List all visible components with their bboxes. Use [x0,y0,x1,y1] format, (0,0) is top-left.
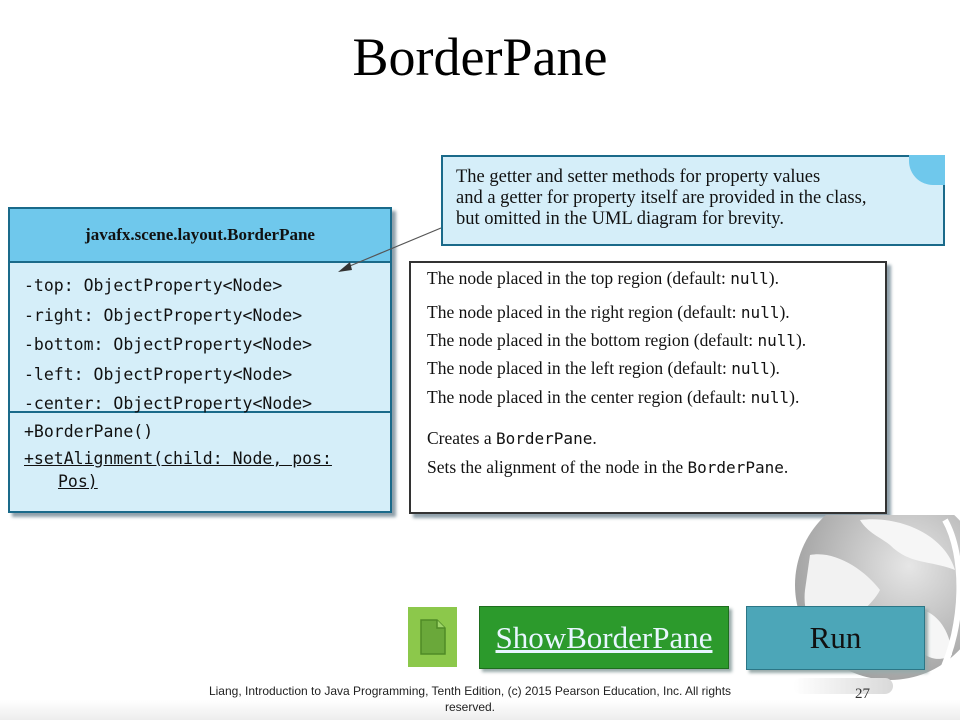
desc-top: The node placed in the top region (default: null). [427,268,779,288]
note-line: but omitted in the UML diagram for brevity. [456,209,784,229]
note-text [456,167,926,230]
run-button[interactable]: Run [746,606,925,670]
footer-copyright: Liang, Introduction to Java Programming, Tenth Edition, (c) 2015 Pearson Education, Inc. All rights reserved. [208,684,732,714]
uml-operation-static-cont: Pos) [58,471,98,491]
desc-left: The node placed in the left region (default: null). [427,358,780,378]
uml-attribute: -right: ObjectProperty<Node> [24,305,303,325]
desc-constructor: Creates a BorderPane. [427,428,597,448]
page-number: 27 [855,686,870,702]
desc-bottom: The node placed in the bottom region (default: null). [427,330,807,350]
uml-attribute: -center: ObjectProperty<Node> [24,394,313,413]
uml-attribute: -bottom: ObjectProperty<Node> [24,335,313,354]
show-borderpane-link[interactable]: ShowBorderPane [479,606,729,669]
uml-attribute: -top: ObjectProperty<Node> [24,276,283,295]
file-icon [419,618,447,656]
uml-class-name: javafx.scene.layout.BorderPane [10,209,390,263]
page-number-pill [793,678,893,694]
desc-set-alignment: Sets the alignment of the node in the BorderPane. [427,457,789,477]
uml-operation-static: +setAlignment(child: Node, pos: [24,448,332,468]
description-panel [409,261,887,514]
source-file-button[interactable] [408,607,457,667]
desc-right: The node placed in the right region (default: null). [427,302,790,322]
note-line: and a getter for property itself are provided in the class, [456,188,867,208]
uml-operation: +BorderPane() [24,422,154,441]
uml-attribute: -left: ObjectProperty<Node> [24,364,293,384]
note-line: The getter and setter methods for property values [456,167,821,187]
desc-center: The node placed in the center region (default: null). [427,387,800,407]
slide-title: BorderPane [352,27,608,87]
